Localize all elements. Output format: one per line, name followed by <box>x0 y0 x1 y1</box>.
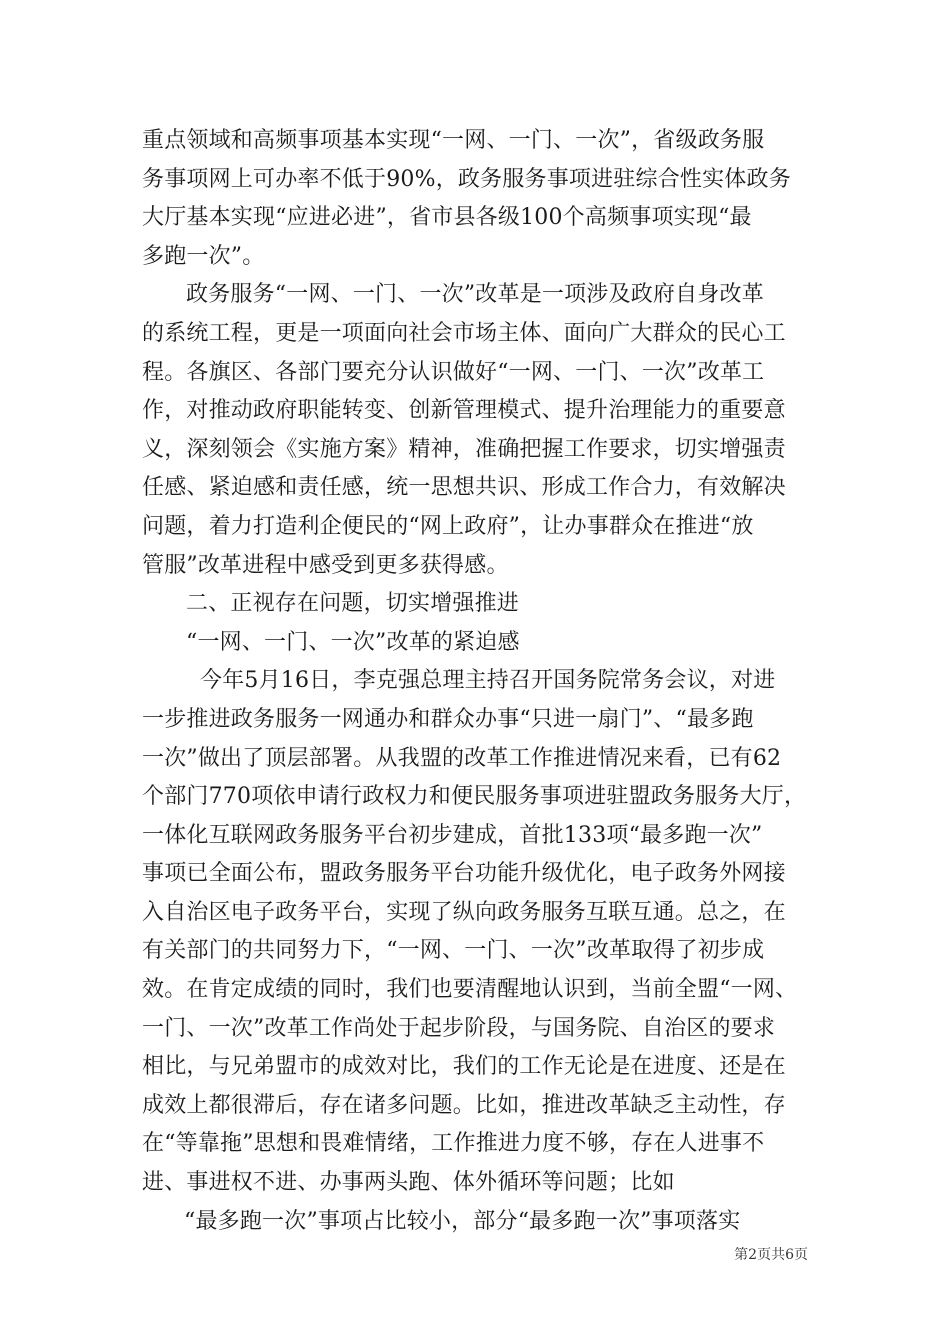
document-body <box>142 122 832 1241</box>
text-line: 事项已全面公布，盟政务服务平台功能升级优化，电子政务外网接 <box>142 861 786 887</box>
text-line: 任感、紧迫感和责任感，统一思想共识、形成工作合力，有效解决 <box>142 475 786 501</box>
section-heading-line: “一网、一门、一次”改革的紧迫感 <box>186 629 520 655</box>
text-line: 多跑一次”。 <box>142 243 265 269</box>
text-line: 的系统工程，更是一项面向社会市场主体、面向广大群众的民心工 <box>142 320 786 346</box>
text-line: 大厅基本实现“应进必进”，省市县各级100个高频事项实现“最 <box>142 205 752 231</box>
text-line: 重点领域和高频事项基本实现“一网、一门、一次”，省级政务服 <box>142 128 765 153</box>
section-heading-line: 二、正视存在问题，切实增强推进 <box>186 591 520 617</box>
text-line: 效。在肯定成绩的同时，我们也要清醒地认识到，当前全盟“一网、 <box>142 977 798 1003</box>
text-line: 入自治区电子政务平台，实现了纵向政务服务互联互通。总之，在 <box>142 899 786 925</box>
text-line: 务事项网上可办率不低于90%，政务服务事项进驻综合性实体政务 <box>142 166 791 192</box>
page-number-footer: 第2页共6页 <box>734 1247 808 1263</box>
text-line: 成效上都很滞后，存在诸多问题。比如，推进改革缺乏主动性，存 <box>142 1092 786 1118</box>
paragraph-start-line: 今年5月16日，李克强总理主持召开国务院常务会议，对进 <box>200 668 776 694</box>
text-line: 进、事进权不进、办事两头跑、体外循环等问题；比如 <box>142 1170 675 1196</box>
text-line: 一次”做出了顶层部署。从我盟的改革工作推进情况来看，已有62 <box>142 745 782 771</box>
text-line: 作，对推动政府职能转变、创新管理模式、提升治理能力的重要意 <box>142 398 786 424</box>
text-line: 相比，与兄弟盟市的成效对比，我们的工作无论是在进度、还是在 <box>142 1054 786 1080</box>
text-line: 一体化互联网政务服务平台初步建成，首批133项“最多跑一次” <box>142 822 763 848</box>
text-line: 有关部门的共同努力下，“一网、一门、一次”改革取得了初步成 <box>142 938 765 964</box>
text-line: 个部门770项依申请行政权力和便民服务事项进驻盟政务服务大厅， <box>142 784 807 810</box>
text-line: 一步推进政务服务一网通办和群众办事“只进一扇门”、“最多跑 <box>142 706 754 732</box>
text-line: 义，深刻领会《实施方案》精神，准确把握工作要求，切实增强责 <box>142 436 786 462</box>
text-line: 管服”改革进程中感受到更多获得感。 <box>142 552 509 578</box>
text-line: 在“等靠拖”思想和畏难情绪，工作推进力度不够，存在人进事不 <box>142 1131 765 1157</box>
text-line: 程。各旗区、各部门要充分认识做好“一网、一门、一次”改革工 <box>142 359 765 385</box>
paragraph-start-line: 政务服务“一网、一门、一次”改革是一项涉及政府自身改革 <box>186 282 764 308</box>
text-line: 一门、一次”改革工作尚处于起步阶段，与国务院、自治区的要求 <box>142 1015 776 1041</box>
text-line: 问题，着力打造利企便民的“网上政府”，让办事群众在推进“放 <box>142 513 754 539</box>
paragraph-start-line: “最多跑一次”事项占比较小，部分“最多跑一次”事项落实 <box>184 1208 741 1234</box>
